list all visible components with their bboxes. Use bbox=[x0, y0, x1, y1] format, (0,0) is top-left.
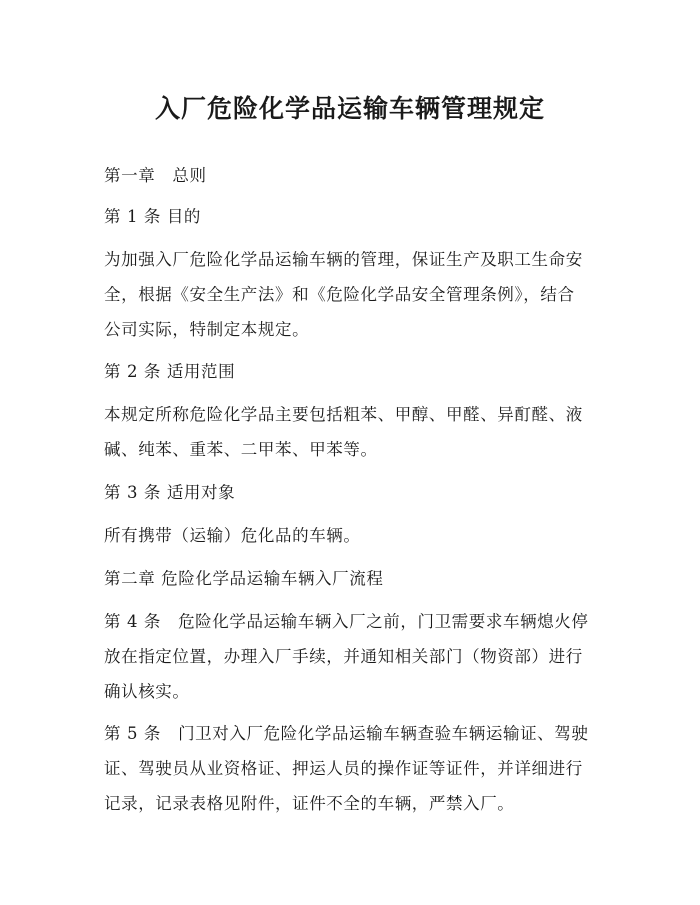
chapter-1-heading: 第一章 总则 bbox=[104, 166, 207, 185]
chapter-2-heading: 第二章 危险化学品运输车辆入厂流程 bbox=[104, 569, 384, 588]
article-2-line-2: 碱、纯苯、重苯、二甲苯、甲苯等。 bbox=[104, 440, 378, 459]
article-3-heading: 第 3 条 适用对象 bbox=[104, 483, 236, 502]
article-3-line-1: 所有携带（运输）危化品的车辆。 bbox=[104, 526, 361, 545]
article-5-line-3: 记录，记录表格见附件，证件不全的车辆，严禁入厂。 bbox=[104, 794, 515, 813]
article-1-line-2: 全，根据《安全生产法》和《危险化学品安全管理条例》，结合 bbox=[104, 285, 575, 304]
article-4-line-3: 确认核实。 bbox=[104, 682, 190, 701]
article-1-heading: 第 1 条 目的 bbox=[104, 207, 202, 226]
article-4-line-1: 第 4 条 危险化学品运输车辆入厂之前，门卫需要求车辆熄火停 bbox=[104, 612, 589, 631]
article-1-line-3: 公司实际，特制定本规定。 bbox=[104, 320, 310, 339]
article-4-line-2: 放在指定位置，办理入厂手续，并通知相关部门（物资部）进行 bbox=[104, 647, 583, 666]
article-5-line-1: 第 5 条 门卫对入厂危险化学品运输车辆查验车辆运输证、驾驶 bbox=[104, 724, 589, 743]
document-title: 入厂危险化学品运输车辆管理规定 bbox=[154, 94, 545, 123]
article-1-line-1: 为加强入厂危险化学品运输车辆的管理，保证生产及职工生命安 bbox=[104, 250, 583, 269]
article-2-heading: 第 2 条 适用范围 bbox=[104, 362, 236, 381]
article-5-line-2: 证、驾驶员从业资格证、押运人员的操作证等证件，并详细进行 bbox=[104, 759, 583, 778]
article-2-line-1: 本规定所称危险化学品主要包括粗苯、甲醇、甲醛、异酊醛、液 bbox=[104, 405, 583, 424]
